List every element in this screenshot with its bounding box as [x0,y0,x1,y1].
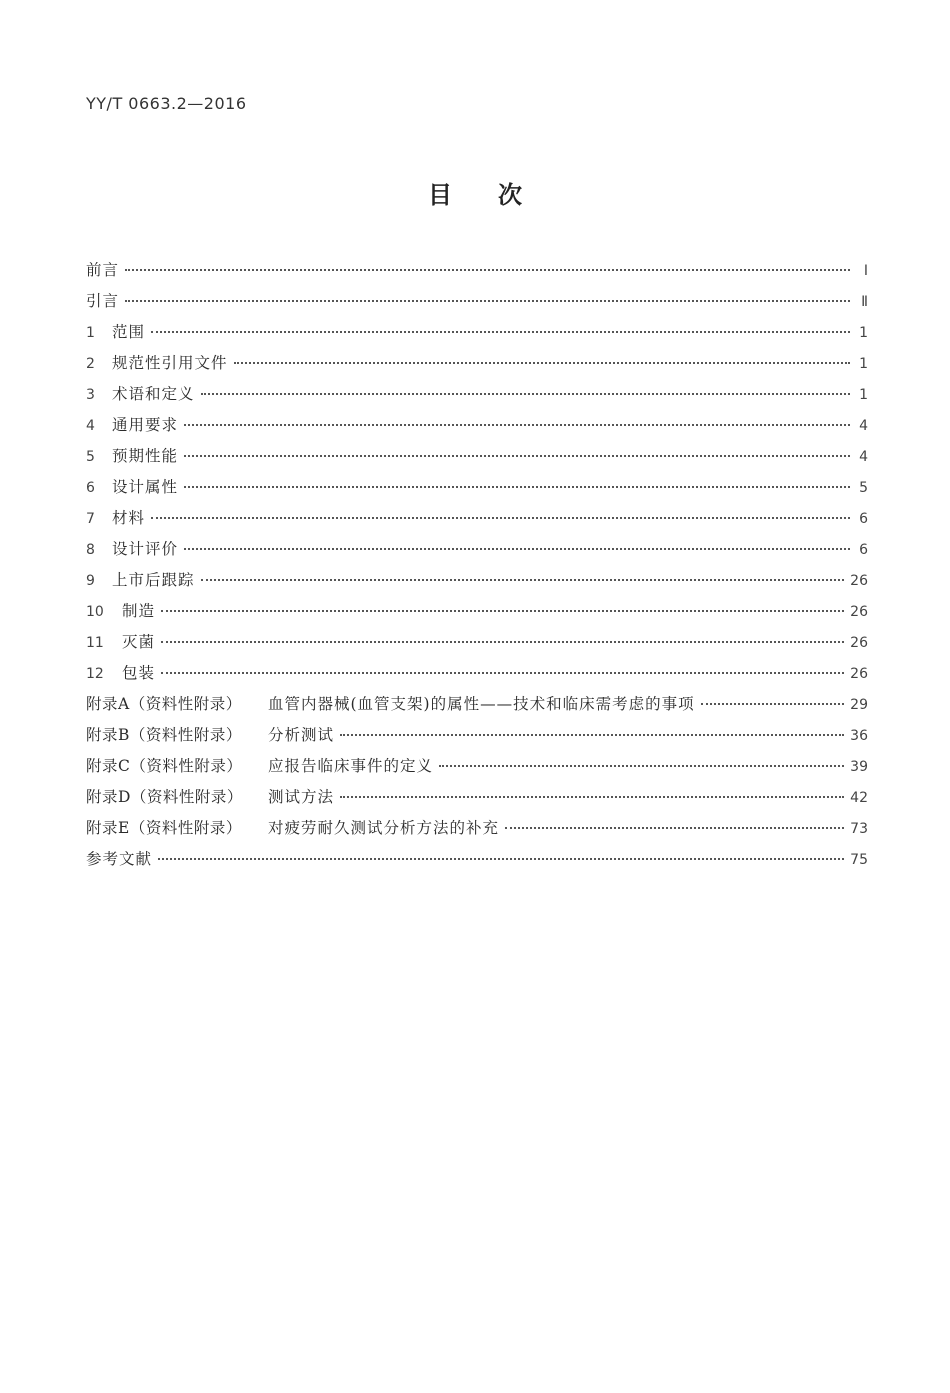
toc-leader-dots [234,362,850,364]
toc-entry-introduction[interactable] [86,286,868,317]
toc-leader-dots [184,548,850,550]
toc-entry-number: 11 [86,635,104,651]
toc-entry-number: 7 [86,511,95,527]
toc-entry-page: 6 [859,542,868,558]
toc-entry-label: 前言 [86,261,120,279]
toc-entry-page: 1 [859,356,868,372]
toc-leader-dots [158,858,844,860]
toc-entry-label: 材料 [112,509,146,527]
toc-entry-9[interactable] [86,565,868,596]
toc-annex-page: 36 [850,728,868,744]
toc-entry-3[interactable] [86,379,868,410]
toc-leader-dots [184,455,850,457]
toc-leader-dots [151,331,850,333]
toc-entry-6[interactable] [86,472,868,503]
toc-leader-dots [201,393,850,395]
page-title: 目次 [428,181,568,209]
toc-entry-label: 包装 [122,664,156,682]
toc-annex-e[interactable] [86,813,868,844]
toc-entry-label: 引言 [86,292,120,310]
toc-annex-prefix: 附录A（资料性附录） [86,695,242,713]
toc-annex-c[interactable] [86,751,868,782]
toc-entry-number: 10 [86,604,104,620]
toc-annex-b[interactable] [86,720,868,751]
toc-entry-number: 1 [86,325,95,341]
toc-annex-label: 应报告临床事件的定义 [268,757,434,775]
toc-annex-label: 测试方法 [268,788,335,806]
toc-leader-dots [184,424,850,426]
toc-entry-page: 1 [859,325,868,341]
toc-leader-dots [439,765,844,767]
toc-entry-page: 75 [850,852,868,868]
toc-leader-dots [151,517,850,519]
toc-entry-label: 术语和定义 [112,385,195,403]
toc-entry-page: 26 [850,604,868,620]
toc-entry-number: 9 [86,573,95,589]
toc-leader-dots [340,734,844,736]
toc-entry-page: Ⅰ [863,263,868,279]
toc-entry-number: 4 [86,418,95,434]
toc-entry-2[interactable] [86,348,868,379]
toc-entry-foreword[interactable] [86,255,868,286]
toc-leader-dots [125,269,850,271]
toc-entry-page: 26 [850,573,868,589]
toc-annex-page: 42 [850,790,868,806]
toc-entry-7[interactable] [86,503,868,534]
toc-entry-label: 范围 [112,323,146,341]
toc-annex-page: 39 [850,759,868,775]
toc-entry-label: 预期性能 [112,447,179,465]
toc-leader-dots [161,672,844,674]
toc-entry-references[interactable] [86,844,868,875]
toc-entry-label: 上市后跟踪 [112,571,195,589]
toc-leader-dots [125,300,850,302]
toc-annex-label: 血管内器械(血管支架)的属性——技术和临床需考虑的事项 [268,695,695,713]
toc-annex-label: 对疲劳耐久测试分析方法的补充 [268,819,500,837]
toc-leader-dots [505,827,844,829]
toc-annex-d[interactable] [86,782,868,813]
toc-entry-11[interactable] [86,627,868,658]
toc-leader-dots [184,486,850,488]
toc-entry-page: 1 [859,387,868,403]
toc-entry-12[interactable] [86,658,868,689]
toc-entry-label: 设计属性 [112,478,179,496]
toc-entry-label: 规范性引用文件 [112,354,228,372]
toc-annex-prefix: 附录D（资料性附录） [86,788,243,806]
toc-entry-number: 6 [86,480,95,496]
toc-entry-label: 制造 [122,602,156,620]
toc-annex-label: 分析测试 [268,726,335,744]
toc-entry-page: 4 [859,418,868,434]
toc-leader-dots [161,641,844,643]
toc-entry-1[interactable] [86,317,868,348]
toc-annex-a[interactable] [86,689,868,720]
toc-leader-dots [161,610,844,612]
toc-annex-prefix: 附录C（资料性附录） [86,757,243,775]
toc-entry-label: 参考文献 [86,850,153,868]
toc-entry-label: 灭菌 [122,633,156,651]
toc-entry-number: 3 [86,387,95,403]
toc-entry-5[interactable] [86,441,868,472]
toc-entry-page: 6 [859,511,868,527]
toc-annex-prefix: 附录E（资料性附录） [86,819,242,837]
toc-entry-page: 26 [850,635,868,651]
toc-entry-label: 通用要求 [112,416,179,434]
toc-entry-number: 12 [86,666,104,682]
toc-entry-label: 设计评价 [112,540,179,558]
toc-leader-dots [701,703,845,705]
toc-entry-number: 2 [86,356,95,372]
toc-leader-dots [201,579,845,581]
toc-annex-page: 73 [850,821,868,837]
toc-entry-page: Ⅱ [861,294,868,310]
standard-code: YY/T 0663.2—2016 [86,94,247,113]
toc-entry-number: 8 [86,542,95,558]
table-of-contents [86,255,868,875]
toc-leader-dots [340,796,844,798]
toc-entry-page: 5 [859,480,868,496]
toc-entry-page: 4 [859,449,868,465]
toc-entry-page: 26 [850,666,868,682]
toc-entry-10[interactable] [86,596,868,627]
toc-entry-8[interactable] [86,534,868,565]
toc-annex-page: 29 [850,697,868,713]
toc-entry-4[interactable] [86,410,868,441]
toc-entry-number: 5 [86,449,95,465]
toc-annex-prefix: 附录B（资料性附录） [86,726,242,744]
